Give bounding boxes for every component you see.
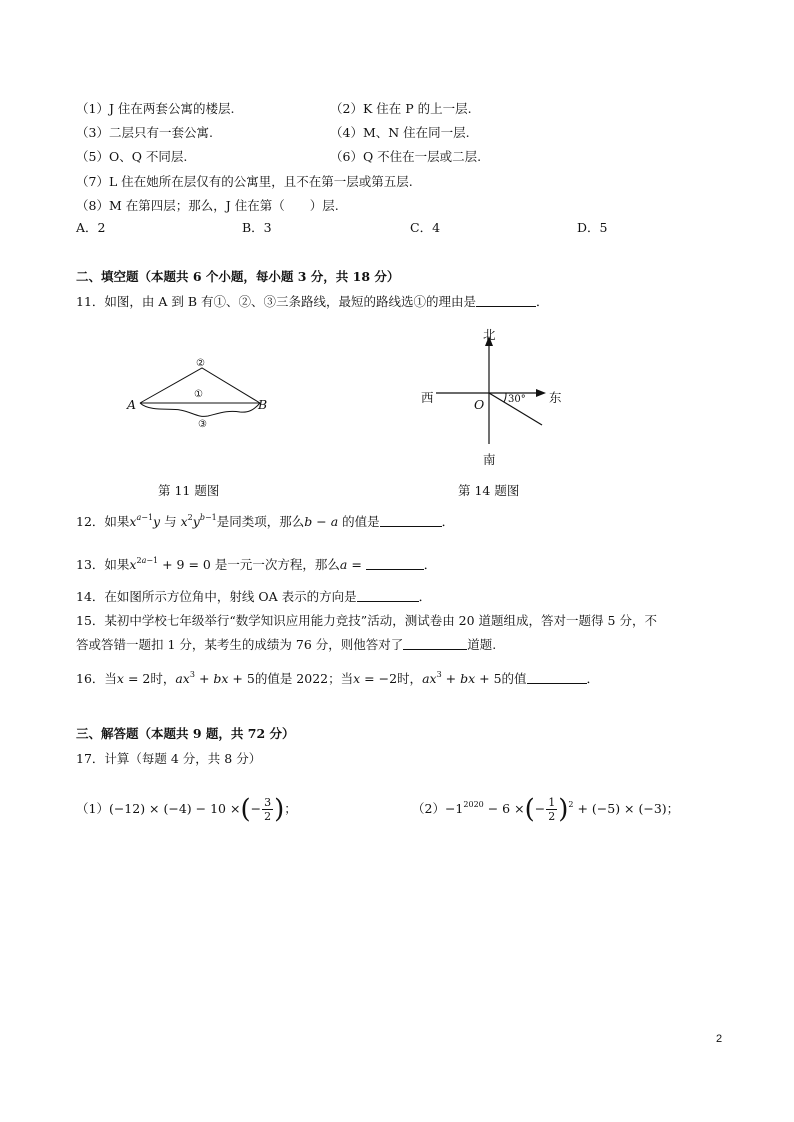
fig11-caption: 第 11 题图	[158, 483, 220, 498]
q12-text: 12．如果$x^{a-1}y$ 与 $x^2y^{b-1}$是同类项，那么b − a 的值是 ．	[76, 513, 455, 529]
section3-heading: 三、解答题（本题共 9 题，共 72 分）	[76, 726, 295, 741]
q17-text: 17．计算（每题 4 分，共 8 分）	[76, 751, 262, 766]
q15-line-2: 答或答错一题扣 1 分，某考生的成绩为 76 分，则他答对了 道题.	[76, 637, 497, 652]
q10-option-a: A．2	[76, 220, 106, 235]
fig14-north-label: 北	[483, 327, 496, 342]
q10-statement-3: （3）二层只有一套公寓.	[76, 125, 213, 140]
fig14-angle-label: 30°	[508, 394, 526, 405]
q10-statement-8: （8）M 在第四层；那么，J 住在第（ ）层.	[76, 198, 339, 213]
page-number: 2	[716, 1033, 723, 1045]
q10-statement-6: （6）Q 不住在一层或二层.	[330, 149, 482, 164]
q10-statement-5: （5）O、Q 不同层.	[76, 149, 188, 164]
fig14-origin-label: O	[474, 397, 485, 412]
q10-option-b: B．3	[242, 220, 272, 235]
q15-line-1: 15．某初中学校七年级举行“数学知识应用能力竞技”活动，测试卷由 20 道题组成，答对一题得 5 分，不	[76, 613, 657, 628]
fig11-label-a: A	[127, 397, 137, 412]
q10-statement-4: （4）M、N 住在同一层.	[330, 125, 470, 140]
route-3-line	[140, 403, 260, 416]
q16-text: 16．当x = 2时，$ax^3$ + bx + 5的值是 2022；当x = −2时，$ax^3$ + bx + 5的值 ．	[76, 670, 600, 686]
q10-statement-2: （2）K 住在 P 的上一层.	[330, 101, 472, 116]
fig11-label-b: B	[258, 397, 268, 412]
section2-heading: 二、填空题（本题共 6 个小题，每小题 3 分，共 18 分）	[76, 269, 400, 284]
q10-option-c: C．4	[410, 220, 441, 235]
angle-arc	[504, 393, 506, 402]
q17-part-2: $(2)-1^{2020} - 6$ ×(− $\frac{1}{2}$ )$^2$ + (−5) × (−3)；	[412, 794, 680, 825]
fig11-route-1-label: ①	[194, 389, 203, 400]
fig14-west-label: 西	[421, 390, 434, 405]
east-arrow-icon	[536, 389, 546, 397]
q13-text: 13．如果$x^{2a-1} + 9 = 0$ 是一元一次方程，那么a = ．	[76, 556, 437, 572]
fig14-south-label: 南	[483, 452, 496, 467]
fig14-caption: 第 14 题图	[458, 483, 520, 498]
q10-option-d: D．5	[577, 220, 608, 235]
fig11-route-3-label: ③	[198, 419, 207, 430]
q10-statement-1: （1）J 住在两套公寓的楼层.	[76, 101, 235, 116]
q11-text: 11．如图，由 A 到 B 有①、②、③三条路线，最短的路线选①的理由是 ．	[76, 294, 549, 309]
q10-statement-7: （7）L 住在她所在层仅有的公寓里，且不在第一层或第五层.	[76, 174, 413, 189]
q17-part-1: （1）(−12) × (−4) − 10 ×(− $\frac{3}{2}$ )；	[76, 794, 297, 825]
fig14-diagram	[436, 330, 556, 450]
fig11-route-2-label: ②	[196, 358, 205, 369]
q14-text: 14．在如图所示方位角中，射线 OA 表示的方向是 ．	[76, 589, 432, 604]
fig14-east-label: 东	[549, 390, 562, 405]
